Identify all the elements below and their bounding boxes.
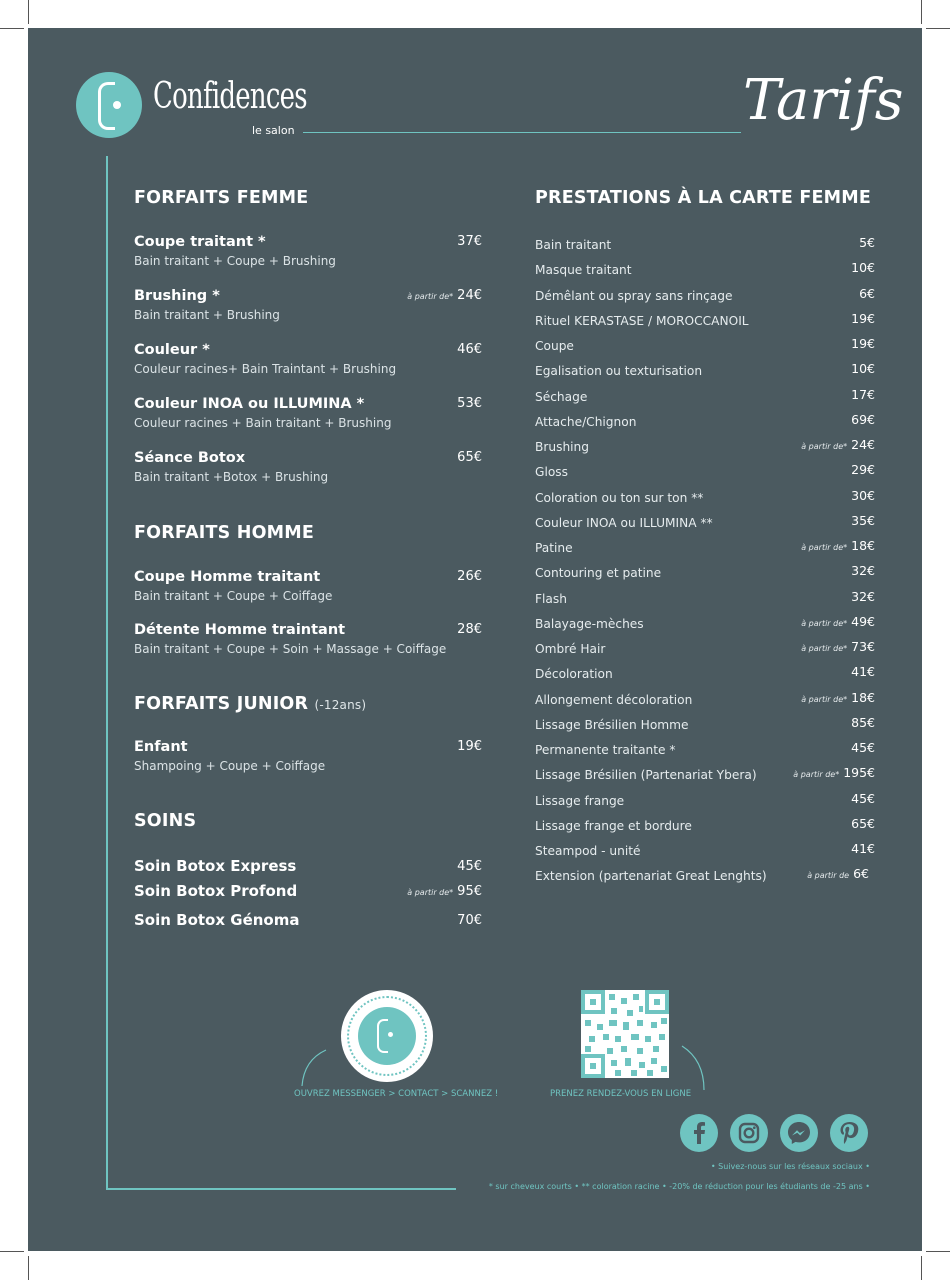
package-name: Coupe traitant * — [134, 234, 266, 250]
service-price — [847, 387, 875, 402]
price-value: 53€ — [457, 396, 482, 411]
package-name: Séance Botox — [134, 450, 246, 466]
section-title-soins: SOINS — [134, 811, 197, 831]
package-description: Bain traitant + Coupe + Brushing — [134, 254, 336, 268]
a-la-carte-item — [535, 360, 875, 380]
price-value: 6€ — [853, 866, 869, 882]
brand-subtitle: le salon — [252, 124, 295, 137]
package-price — [407, 288, 482, 303]
service-name: Balayage-mèches — [535, 616, 644, 631]
crop-mark — [926, 28, 950, 29]
arrow-left-icon — [298, 1048, 338, 1088]
price-value: 18€ — [851, 538, 875, 553]
service-name: Rituel KERASTASE / MOROCCANOIL — [535, 313, 749, 328]
service-name: Coloration ou ton sur ton ** — [535, 490, 704, 505]
price-value: 19€ — [457, 739, 482, 754]
price-sheet — [28, 28, 922, 1251]
service-price — [847, 260, 875, 275]
service-price — [801, 538, 875, 553]
price-value: 95€ — [457, 884, 482, 899]
price-value: 45€ — [457, 859, 482, 874]
booking-qr-caption: PRENEZ RENDEZ-VOUS EN LIGNE — [550, 1089, 692, 1099]
price-value: 41€ — [851, 664, 875, 680]
service-price — [847, 664, 875, 679]
package-item — [134, 234, 482, 268]
section-title-homme: FORFAITS HOMME — [134, 523, 315, 543]
care-price — [407, 884, 482, 899]
service-name: Gloss — [535, 465, 568, 480]
a-la-carte-item — [535, 562, 875, 582]
price-value: 5€ — [859, 235, 875, 250]
a-la-carte-item — [535, 865, 875, 885]
a-la-carte-item — [535, 259, 875, 279]
crop-mark — [28, 1256, 29, 1280]
service-price — [855, 235, 875, 250]
a-la-carte-item — [535, 512, 875, 532]
a-la-carte-item — [535, 815, 875, 835]
package-item — [134, 288, 482, 322]
service-price — [801, 614, 875, 629]
frame-line-horizontal — [106, 1188, 456, 1190]
messenger-icon[interactable] — [780, 1114, 818, 1152]
a-la-carte-item — [535, 310, 875, 330]
crop-mark — [28, 0, 29, 24]
tarifs-title: Tarifs — [743, 68, 904, 133]
a-la-carte-item — [535, 487, 875, 507]
crop-mark — [926, 1251, 950, 1252]
frame-line-vertical — [106, 156, 108, 1190]
price-value: 45€ — [851, 740, 875, 755]
a-la-carte-item — [535, 638, 875, 658]
crop-mark — [0, 28, 24, 29]
price-value: 37€ — [457, 234, 482, 249]
a-la-carte-item — [535, 386, 875, 406]
package-name: Détente Homme traintant — [134, 622, 346, 638]
price-value: 41€ — [851, 841, 875, 856]
service-name: Ombré Hair — [535, 642, 606, 656]
price-value: 195€ — [843, 765, 875, 781]
care-name: Soin Botox Génoma — [134, 911, 300, 929]
price-prefix: à partir de* — [407, 888, 454, 897]
service-name: Steampod - unité — [535, 844, 641, 858]
service-price — [847, 791, 875, 806]
price-prefix: à partir de — [807, 871, 850, 881]
price-value: 19€ — [851, 336, 875, 351]
service-price — [847, 311, 875, 326]
price-prefix: à partir de* — [801, 694, 848, 704]
package-description: Couleur racines+ Bain Traintant + Brushing — [134, 362, 397, 376]
package-price — [453, 622, 482, 637]
section-title-junior-age: (-12ans) — [314, 698, 367, 712]
social-follow-text: • Suivez-nous sur les réseaux sociaux • — [710, 1162, 870, 1171]
arrow-right-icon — [678, 1044, 718, 1094]
price-value: 30€ — [851, 487, 875, 503]
service-name: Lissage Brésilien Homme — [535, 717, 689, 732]
service-name: Démêlant ou spray sans rinçage — [535, 288, 733, 303]
price-value: 85€ — [851, 714, 875, 730]
service-price — [847, 740, 875, 755]
service-name: Allongement décoloration — [535, 692, 693, 707]
price-value: 65€ — [851, 815, 875, 831]
price-prefix: à partir de* — [801, 644, 848, 653]
section-title-femme: FORFAITS FEMME — [134, 188, 309, 208]
section-title-junior — [134, 694, 366, 714]
service-price — [793, 765, 875, 780]
price-value: 6€ — [859, 285, 875, 301]
footnote: * sur cheveux courts • ** coloration racine • -20% de réduction pour les étudiants de -25 ans • — [488, 1182, 870, 1191]
a-la-carte-item — [535, 790, 875, 810]
price-prefix: à partir de* — [801, 618, 848, 628]
care-name: Soin Botox Express — [134, 857, 297, 875]
package-price — [453, 342, 482, 357]
care-price — [453, 913, 482, 928]
price-value: 35€ — [851, 512, 875, 528]
service-name: Permanente traitante * — [535, 743, 676, 757]
service-price — [801, 437, 875, 452]
service-price — [847, 412, 875, 427]
pinterest-icon[interactable] — [830, 1114, 868, 1152]
care-price — [453, 859, 482, 874]
a-la-carte-item — [535, 537, 875, 557]
a-la-carte-item — [535, 285, 875, 305]
a-la-carte-item — [535, 739, 875, 759]
price-prefix: à partir de* — [407, 292, 454, 301]
service-price — [847, 513, 875, 528]
service-name: Masque traitant — [535, 263, 632, 278]
package-description: Bain traitant +Botox + Brushing — [134, 470, 329, 484]
price-value: 32€ — [851, 563, 875, 579]
a-la-carte-item — [535, 588, 875, 608]
service-name: Patine — [535, 541, 573, 555]
package-price — [453, 569, 482, 584]
brand-name: Confidences — [153, 76, 307, 117]
price-value: 45€ — [851, 790, 875, 806]
service-name: Coupe — [535, 339, 574, 353]
care-item — [134, 857, 482, 875]
price-value: 10€ — [851, 260, 875, 276]
package-name: Coupe Homme traitant — [134, 569, 321, 585]
service-name: Séchage — [535, 389, 588, 404]
price-value: 24€ — [457, 288, 482, 303]
service-name: Couleur INOA ou ILLUMINA ** — [535, 515, 713, 530]
facebook-icon[interactable] — [680, 1114, 718, 1152]
a-la-carte-item — [535, 663, 875, 683]
a-la-carte-item — [535, 461, 875, 481]
package-description: Bain traitant + Coupe + Coiffage — [134, 589, 333, 603]
service-price — [847, 715, 875, 730]
service-price — [807, 866, 869, 881]
service-price — [847, 336, 875, 351]
a-la-carte-item — [535, 234, 875, 254]
service-name: Bain traitant — [535, 238, 612, 252]
service-name: Egalisation ou texturisation — [535, 364, 703, 379]
package-item — [134, 569, 482, 603]
header-divider — [303, 132, 741, 133]
package-name: Couleur INOA ou ILLUMINA * — [134, 396, 365, 412]
package-price — [453, 234, 482, 249]
a-la-carte-item — [535, 840, 875, 860]
a-la-carte-item — [535, 436, 875, 456]
instagram-icon[interactable] — [730, 1114, 768, 1152]
section-title-a-la-carte: PRESTATIONS À LA CARTE FEMME — [535, 188, 872, 208]
service-price — [801, 639, 875, 654]
messenger-qr-code — [341, 990, 433, 1082]
package-item — [134, 396, 482, 430]
service-name: Lissage frange et bordure — [535, 818, 692, 833]
service-price — [847, 563, 875, 578]
price-value: 70€ — [457, 913, 482, 928]
price-value: 17€ — [851, 386, 875, 402]
a-la-carte-item — [535, 714, 875, 734]
service-name: Lissage frange — [535, 793, 625, 808]
price-prefix: à partir de* — [793, 770, 840, 780]
crop-mark — [0, 1251, 24, 1252]
service-name: Brushing — [535, 440, 590, 454]
service-price — [847, 841, 875, 856]
price-value: 73€ — [851, 639, 875, 654]
a-la-carte-item — [535, 335, 875, 355]
package-description: Couleur racines + Bain traitant + Brushing — [134, 416, 392, 430]
crop-mark — [921, 0, 922, 24]
price-value: 24€ — [851, 437, 875, 452]
package-name: Brushing * — [134, 288, 220, 304]
price-value: 29€ — [851, 462, 875, 478]
package-price — [453, 739, 482, 754]
package-name: Enfant — [134, 739, 188, 755]
price-value: 26€ — [457, 569, 482, 584]
service-price — [847, 462, 875, 477]
package-description: Shampoing + Coupe + Coiffage — [134, 759, 326, 773]
price-prefix: à partir de* — [801, 442, 848, 451]
service-name: Flash — [535, 591, 567, 606]
price-value: 49€ — [851, 613, 875, 629]
package-name: Couleur * — [134, 342, 210, 358]
package-price — [453, 450, 482, 465]
service-price — [855, 286, 875, 301]
package-item — [134, 342, 482, 376]
a-la-carte-item — [535, 689, 875, 709]
service-name: Attache/Chignon — [535, 414, 637, 429]
a-la-carte-item — [535, 764, 875, 784]
price-value: 46€ — [457, 342, 482, 357]
messenger-qr-caption: OUVREZ MESSENGER > CONTACT > SCANNEZ ! — [294, 1089, 499, 1099]
package-item — [134, 739, 482, 773]
package-price — [453, 396, 482, 411]
price-value: 32€ — [851, 588, 875, 604]
price-value: 65€ — [457, 450, 482, 465]
a-la-carte-item — [535, 613, 875, 633]
price-value: 19€ — [851, 310, 875, 326]
service-price — [847, 816, 875, 831]
salon-logo — [76, 72, 142, 138]
package-item — [134, 450, 482, 484]
service-name: Extension (partenariat Great Lenghts) — [535, 869, 767, 884]
care-name: Soin Botox Profond — [134, 882, 298, 900]
service-price — [847, 589, 875, 604]
crop-mark — [921, 1256, 922, 1280]
booking-qr-code — [581, 990, 669, 1078]
package-description: Bain traitant + Coupe + Soin + Massage + Coiffage — [134, 642, 447, 656]
package-item — [134, 622, 482, 656]
price-prefix: à partir de* — [801, 543, 848, 552]
service-name: Contouring et patine — [535, 566, 662, 581]
service-price — [801, 690, 875, 705]
a-la-carte-item — [535, 411, 875, 431]
price-value: 69€ — [851, 411, 875, 427]
care-item — [134, 911, 482, 929]
section-title-junior-label: FORFAITS JUNIOR — [134, 694, 309, 714]
price-value: 10€ — [851, 361, 875, 377]
service-price — [847, 488, 875, 503]
price-value: 28€ — [457, 622, 482, 637]
price-value: 18€ — [851, 689, 875, 705]
care-item — [134, 882, 482, 900]
service-name: Décoloration — [535, 667, 613, 682]
package-description: Bain traitant + Brushing — [134, 308, 280, 322]
service-price — [847, 361, 875, 376]
service-name: Lissage Brésilien (Partenariat Ybera) — [535, 768, 757, 783]
